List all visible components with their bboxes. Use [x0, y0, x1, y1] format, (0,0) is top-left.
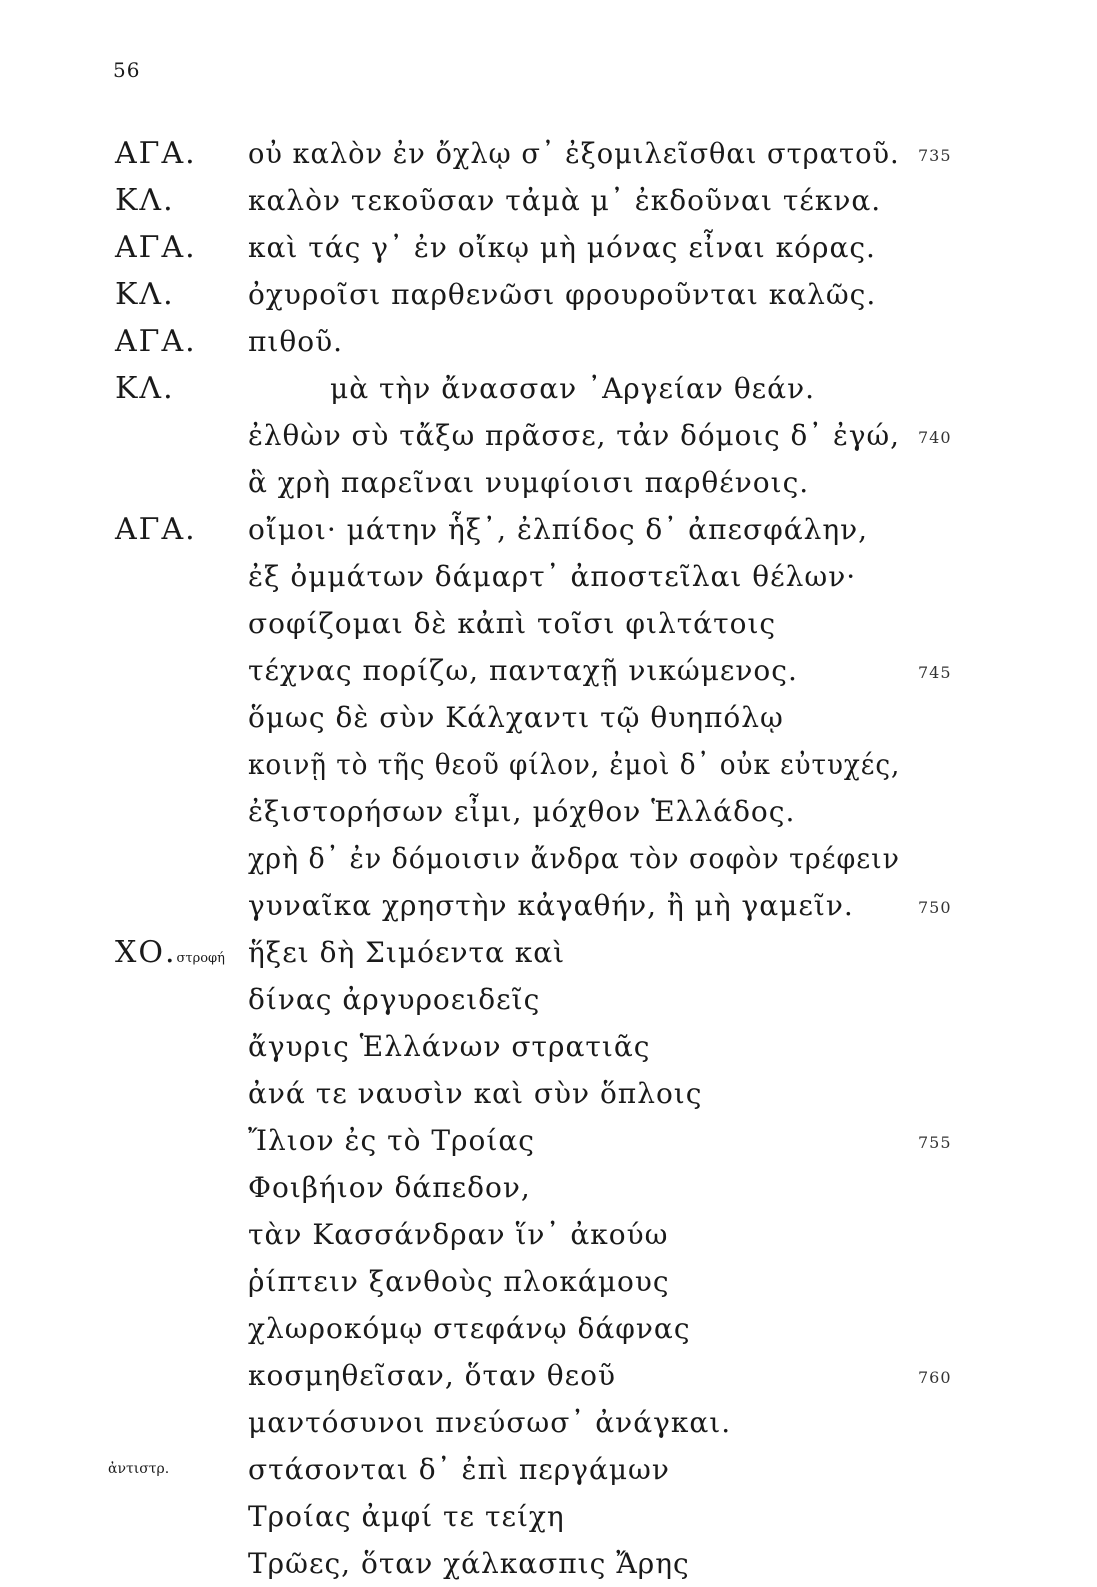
verse-line — [0, 130, 1097, 177]
verse-line — [0, 224, 1097, 271]
verse-line — [0, 1117, 1097, 1164]
verse-text: καλὸν τεκοῦσαν τἀμὰ μ᾽ ἐκδοῦναι τέκνα. — [248, 184, 882, 217]
verse-line — [0, 741, 1097, 788]
speaker-label — [115, 506, 197, 553]
verse-text: Φοιβήιον δάπεδον, — [248, 1171, 531, 1204]
verse-text: ὀχυροῖσι παρθενῶσι φρουροῦνται καλῶς. — [248, 278, 877, 311]
verse-line — [0, 365, 1097, 412]
verse-text: ἐξ ὀμμάτων δάμαρτ᾽ ἀποστεῖλαι θέλων· — [248, 560, 857, 593]
verse-text: ἄγυρις Ἑλλάνων στρατιᾶς — [248, 1030, 651, 1063]
verse-text: τέχνας πορίζω, πανταχῇ νικώμενος. — [248, 654, 798, 687]
verse-line — [0, 1070, 1097, 1117]
speaker-name: ΑΓΑ. — [115, 230, 197, 265]
verse-text: χρὴ δ᾽ ἐν δόμοισιν ἄνδρα τὸν σοφὸν τρέφειν — [248, 842, 900, 875]
verse-text: τὰν Κασσάνδραν ἵν᾽ ἀκούω — [248, 1218, 669, 1251]
verse-line — [0, 1305, 1097, 1352]
page-number: 56 — [113, 58, 141, 82]
verse-text: Τροίας ἀμφί τε τείχη — [248, 1500, 565, 1533]
speaker-label — [115, 929, 225, 982]
verse-line — [0, 1211, 1097, 1258]
verse-text: μὰ τὴν ἄνασσαν ᾽Αργείαν θεάν. — [330, 372, 816, 405]
verse-line — [0, 882, 1097, 929]
verse-text: χλωροκόμῳ στεφάνῳ δάφνας — [248, 1312, 691, 1345]
verse-line — [0, 600, 1097, 647]
verse-text: κοσμηθεῖσαν, ὅταν θεοῦ — [248, 1359, 617, 1392]
line-number: 760 — [918, 1368, 952, 1387]
verse-text: ὅμως δὲ σὺν Κάλχαντι τῷ θυηπόλῳ — [248, 701, 784, 734]
verse-text: Ἴλιον ἐς τὸ Τροίας — [248, 1124, 535, 1157]
verse-line — [0, 459, 1097, 506]
line-number: 745 — [918, 663, 952, 682]
verse-text: μαντόσυνοι πνεύσωσ᾽ ἀνάγκαι. — [248, 1406, 732, 1439]
verse-line — [0, 553, 1097, 600]
verse-text: οἴμοι· μάτην ἧξ᾽, ἐλπίδος δ᾽ ἀπεσφάλην, — [248, 513, 869, 546]
verse-line — [0, 1352, 1097, 1399]
line-number: 750 — [918, 898, 952, 917]
verse-line — [0, 1164, 1097, 1211]
verse-text: γυναῖκα χρηστὴν κἀγαθήν, ἢ μὴ γαμεῖν. — [248, 889, 854, 922]
margin-note: ἀντιστρ. — [108, 1461, 170, 1477]
verse-text: πιθοῦ. — [248, 325, 344, 358]
strophe-note: στροφή — [176, 951, 225, 966]
speaker-label — [115, 177, 175, 224]
verse-line — [0, 647, 1097, 694]
speaker-name: ΑΓΑ. — [115, 324, 197, 359]
verse-text: ἃ χρὴ παρεῖναι νυμφίοισι παρθένοις. — [248, 466, 810, 499]
verse-text: Τρῶες, ὅταν χάλκασπις Ἄρης — [248, 1547, 690, 1580]
speaker-label — [115, 271, 175, 318]
verse-text: καὶ τάς γ᾽ ἐν οἴκῳ μὴ μόνας εἶναι κόρας. — [248, 231, 876, 264]
verse-text: ἐλθὼν σὺ τἄξω πρᾶσσε, τἀν δόμοις δ᾽ ἐγώ, — [248, 419, 900, 452]
verse-line — [0, 976, 1097, 1023]
speaker-label — [115, 318, 197, 365]
verse-text: ἀνά τε ναυσὶν καὶ σὺν ὅπλοις — [248, 1077, 703, 1110]
verse-line — [0, 835, 1097, 882]
verse-text: στάσονται δ᾽ ἐπὶ περγάμων — [248, 1453, 670, 1486]
speaker-label — [115, 365, 175, 412]
verse-text: ἥξει δὴ Σιμόεντα καὶ — [248, 936, 566, 969]
verse-text: δίνας ἀργυροειδεῖς — [248, 983, 541, 1016]
verse-line — [0, 318, 1097, 365]
speaker-name: ΚΛ. — [115, 371, 175, 406]
verse-line — [0, 1446, 1097, 1493]
line-number: 755 — [918, 1133, 952, 1152]
verse-text: οὐ καλὸν ἐν ὄχλῳ σ᾽ ἐξομιλεῖσθαι στρατοῦ. — [248, 137, 900, 170]
speaker-name: ΚΛ. — [115, 183, 175, 218]
verse-line — [0, 1258, 1097, 1305]
verse-line — [0, 694, 1097, 741]
speaker-label — [115, 224, 197, 271]
verse-text: ἐξιστορήσων εἶμι, μόχθον Ἑλλάδος. — [248, 795, 796, 828]
verse-line — [0, 1540, 1097, 1587]
verse-line — [0, 929, 1097, 976]
speaker-name: ΑΓΑ. — [115, 512, 197, 547]
verse-line — [0, 412, 1097, 459]
verse-line — [0, 1399, 1097, 1446]
speaker-name: ΧΟ. — [115, 935, 177, 970]
verse-lines — [0, 130, 1097, 1587]
verse-line — [0, 1493, 1097, 1540]
speaker-label — [115, 130, 197, 177]
line-number: 740 — [918, 428, 952, 447]
verse-text: κοινῇ τὸ τῆς θεοῦ φίλον, ἐμοὶ δ᾽ οὐκ εὐτυχές, — [248, 748, 901, 781]
verse-line — [0, 506, 1097, 553]
verse-text: ῥίπτειν ξανθοὺς πλοκάμους — [248, 1265, 670, 1298]
verse-line — [0, 177, 1097, 224]
speaker-name: ΚΛ. — [115, 277, 175, 312]
line-number: 735 — [918, 146, 952, 165]
verse-text: σοφίζομαι δὲ κἀπὶ τοῖσι φιλτάτοις — [248, 607, 777, 640]
speaker-name: ΑΓΑ. — [115, 136, 197, 171]
verse-line — [0, 788, 1097, 835]
verse-line — [0, 1023, 1097, 1070]
verse-line — [0, 271, 1097, 318]
